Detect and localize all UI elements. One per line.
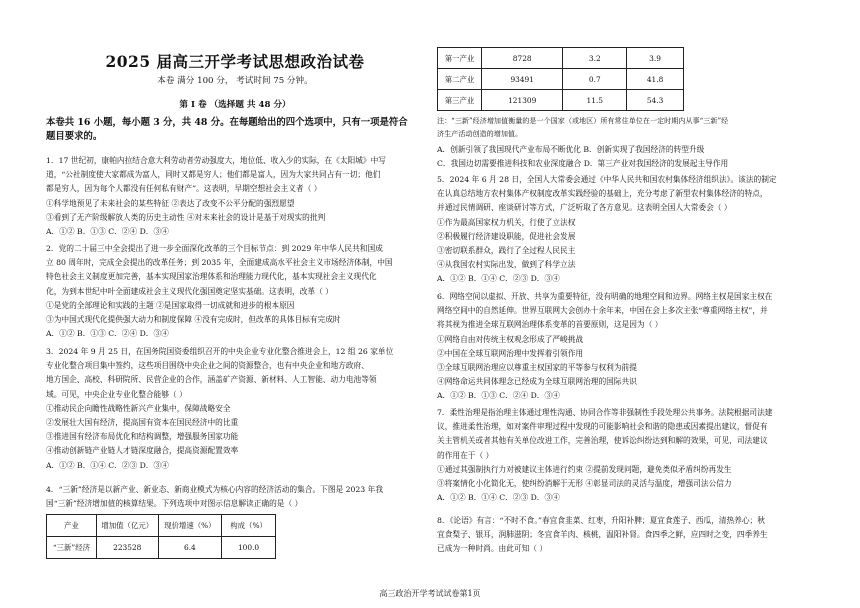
question-line: 道，“公社制度使大家都成为富人，同时又都是穷人；他们都是富人，因为大家共同占有一切；他们 (46, 170, 381, 180)
question-line: ①作为最高国家权力机关，行使了立法权 (437, 217, 576, 227)
question-1 (46, 154, 426, 239)
question-line: 关主管机关或者其他有关单位改进工作，完善治理，使诉讼纠纷达到和解的效果，可见，司法建议 (437, 436, 768, 446)
exam-title: 2025 届高三开学考试思想政治试卷 (105, 52, 365, 71)
question-line: A．创新引领了我国现代产业布局不断优化 B．创新实现了我国经济的转型升级 (437, 145, 705, 154)
question-3 (46, 345, 426, 473)
question-4 (46, 483, 426, 511)
question-line: ③密切联系群众，践行了全过程人民民主 (437, 246, 576, 256)
table-cell: 3.9 (627, 48, 684, 69)
note-line: 注：“三新”经济增加值衡量的是一个国家（或地区）所有常住单位在一定时期内从事“三新”经 (437, 116, 729, 125)
question-line: 议，推进柔性治理，如对案件审理过程中发现的可能影响社会和谐的隐患或因素提出建议，督促有 (437, 422, 768, 432)
question-line: ③将案情化小化简化无，使纠纷消解于无形 ④彰显司法的灵活与温度，增强司法公信力 (437, 479, 732, 489)
exam-subtitle: 本卷 满分 100 分， 考试时间 75 分钟。 (157, 76, 313, 86)
question-line: ②发展壮大国有经济，提高国有资本在国民经济中的比重 (46, 418, 239, 428)
table-cell: 41.8 (627, 69, 684, 90)
question-line: 域。可见，中央企业专业化整合能够（ ） (46, 389, 187, 399)
sanxin-table-part1 (46, 514, 276, 559)
table-cell: 54.3 (627, 90, 684, 111)
question-line: 6．网络空间以虚拟、开放、共享为重要特征，没有明确的地理空间和边界。网络主权是国家主权在 (437, 292, 773, 301)
question-line: ①网络自由对传统主权观念形成了严峻挑战 (437, 334, 584, 344)
table-cell: 8728 (481, 48, 562, 69)
table-cell: 93491 (481, 69, 562, 90)
question-line: 国“三新”经济增加值的核算结果。下列选项中对图示信息解读正确的是（ ） (46, 499, 303, 509)
question-options: A．①② B．①③ C．②④ D．③④ (46, 329, 169, 339)
question-options: A．①② B．①④ C．②③ D．③④ (437, 274, 560, 284)
question-7 (437, 406, 833, 505)
table-cell: 11.5 (563, 90, 627, 111)
question-line: 1．17 世纪初，康帕内拉结合意大利劳动者劳动强度大，地位低、收入少的实际，在《太阳城》中写 (46, 156, 386, 165)
table-header: 现价增速（%） (158, 515, 221, 537)
question-line: ①推动民企向瞻性战略性新兴产业集中，保障战略安全 (46, 403, 231, 413)
question-5 (437, 173, 833, 287)
question-line: ③看到了无产阶级解放人类的历史主动性 ④对未来社会的设计是基于对现实的批判 (46, 212, 326, 222)
question-line: 都是穷人，因为每个人都没有任何私有财产”。这表明，早期空想社会主义者（ ） (46, 184, 322, 194)
table-row (47, 537, 276, 559)
table-cell: “三新”经济 (47, 537, 97, 559)
table-cell: 100.0 (222, 537, 276, 559)
question-line: 宜食梨子、银耳，润肺滋阴；冬宜食羊肉、核桃，温阳补肾。食四季之鲜，应四时之变，四季养生 (437, 530, 768, 540)
question-8 (437, 514, 833, 557)
question-line: 7．柔性治理是指治理主体通过理性沟通、协同合作等非强制性手段处理公共事务。法院根据司法建 (437, 408, 773, 417)
question-line: 专业化整合项目集中签约，这些项目围绕中央企业之间的资源整合，也有中央企业和地方政府、 (46, 361, 369, 371)
instructions-line: 本卷共 16 小题，每小题 3 分，共 48 分。在每题给出的四个选项中，只有一项是符合 (46, 117, 408, 128)
instructions (46, 116, 424, 144)
question-line: 5．2024 年 6 月 28 日，全国人大常委会通过《中华人民共和国农村集体经济组织法》。该法的制定 (437, 175, 777, 184)
question-options: A．①② B．①④ C．②③ D．③④ (46, 460, 169, 470)
question-options: A．①② B．①③ C．②④ D．③④ (46, 227, 169, 237)
question-line: 8．《论语》有言：“不时不食。”春宜食韭菜、红枣，升阳补脾；夏宜食莲子、西瓜，清热养心；秋 (437, 516, 765, 525)
question-line: 化，为到本世纪中叶全面建成社会主义现代化强国奠定坚实基础。这表明，改革（ ） (46, 286, 333, 296)
table-cell: 6.4 (158, 537, 221, 559)
question-line: ④推动创新链产业链人才链深度融合，提高资源配置效率 (46, 446, 239, 456)
question-line: ②积极履行经济建设职能，促进社会发展 (437, 231, 576, 241)
question-line: ①通过其强制执行力对被建议主体进行约束 ②提前发现问题，避免类似矛盾纠纷再发生 (437, 464, 732, 474)
table-cell: 第一产业 (438, 48, 482, 69)
table-row (438, 48, 684, 69)
question-line: ①科学地预见了未来社会的某些特征 ②表达了改变不公平分配的强烈愿望 (46, 198, 295, 208)
table-row (438, 69, 684, 90)
question-6 (437, 290, 833, 404)
table-header: 构成（%） (222, 515, 276, 537)
question-line: 将其视为推进全球互联网治理体系变革的首要原则，这是因为（ ） (437, 320, 663, 330)
question-line: C．我国边切需要推进科技和农业深度融合 D．第三产业对我国经济的发展起主导作用 (437, 159, 729, 169)
table-header: 产业 (47, 515, 97, 537)
question-options: A．①② B．①③ C．②④ D．③④ (437, 391, 560, 401)
table-cell: 第三产业 (438, 90, 482, 111)
question-line: ④网络命运共同体理念已经成为全球互联网治理的国际共识 (437, 377, 637, 387)
note-line: 济生产活动创造的增加值。 (437, 129, 523, 138)
question-line: ①是党的全部理论和实践的主题 ②是国家取得一切成就和进步的根本原因 (46, 300, 295, 310)
question-line: ③为中国式现代化提供强大动力和制度保障 ④没有完成时，但改革的具体目标有完成时 (46, 315, 341, 325)
question-options: A．①② B．①④ C．②③ D．③④ (437, 493, 560, 503)
section-heading: 第 Ⅰ 卷 （选择题 共 48 分） (179, 100, 291, 110)
page-footer: 高三政治开学考试试卷第1页 (379, 589, 481, 598)
question-line: 3．2024 年 9 月 25 日，在国务院国资委组织召开的中央企业专业化整合推进会上，12 组 26 家单位 (46, 347, 394, 356)
table-cell: 121309 (481, 90, 562, 111)
sanxin-table-part2 (437, 47, 684, 111)
table-row (438, 90, 684, 111)
question-line: 网络空间中的自然延伸。世界互联网大会创办十余年来，中国在会上多次主张“尊重网络主权”，并 (437, 306, 768, 316)
table-header: 增加值（亿元） (96, 515, 158, 537)
question-line: 在认真总结地方农村集体产权制度改革实践经验的基础上，充分考虑了新型农村集体经济的特点， (437, 189, 768, 199)
question-line: ②中国在全球互联网治理中发挥着引领作用 (437, 348, 584, 358)
question-2 (46, 242, 426, 341)
question-line: 2．党的二十届三中全会提出了进一步全面深化改革的三个目标节点：到 2029 年中华人民共和国成 (46, 244, 383, 253)
question-line: 并通过民情调研、座谈研讨等方式，广泛听取了各方意见。这表明全国人大常委会（ ） (437, 203, 732, 213)
question-line: 特色社会主义制度更加完善，基本实现国家治理体系和治理能力现代化，基本实现社会主义现代化 (46, 272, 377, 282)
table-note (437, 114, 833, 140)
question-line: 4．“三新”经济是以新产业、新业态、新商业模式为核心内容的经济活动的集合。下图是 2023 年我 (46, 485, 384, 494)
question-line: ③推进国有经济布局优化和结构调整，增强服务国家功能 (46, 432, 239, 442)
question-line: 的作用在于（ ） (437, 450, 494, 460)
question-line: 已成为一种时尚。由此可知（ ） (437, 544, 548, 554)
question-4-options (437, 143, 833, 171)
table-cell: 第二产业 (438, 69, 482, 90)
instructions-line: 题目要求的。 (46, 131, 103, 142)
question-line: 立 80 周年时，完成全会提出的改革任务；到 2035 年，全面建成高水平社会主义市场经济体制，中国 (46, 258, 393, 268)
question-line: 地方国企、高校、科研院所、民营企业的合作，涵盖矿产资源、新材料、人工智能、动力电池等领 (46, 375, 377, 385)
table-cell: 3.2 (563, 48, 627, 69)
table-cell: 223528 (96, 537, 158, 559)
table-cell: 0.7 (563, 69, 627, 90)
question-line: ④从我国农村实际出发，做到了科学立法 (437, 260, 576, 270)
question-line: ③全球互联网治理应以尊重主权国家的平等参与权利为前提 (437, 363, 637, 373)
